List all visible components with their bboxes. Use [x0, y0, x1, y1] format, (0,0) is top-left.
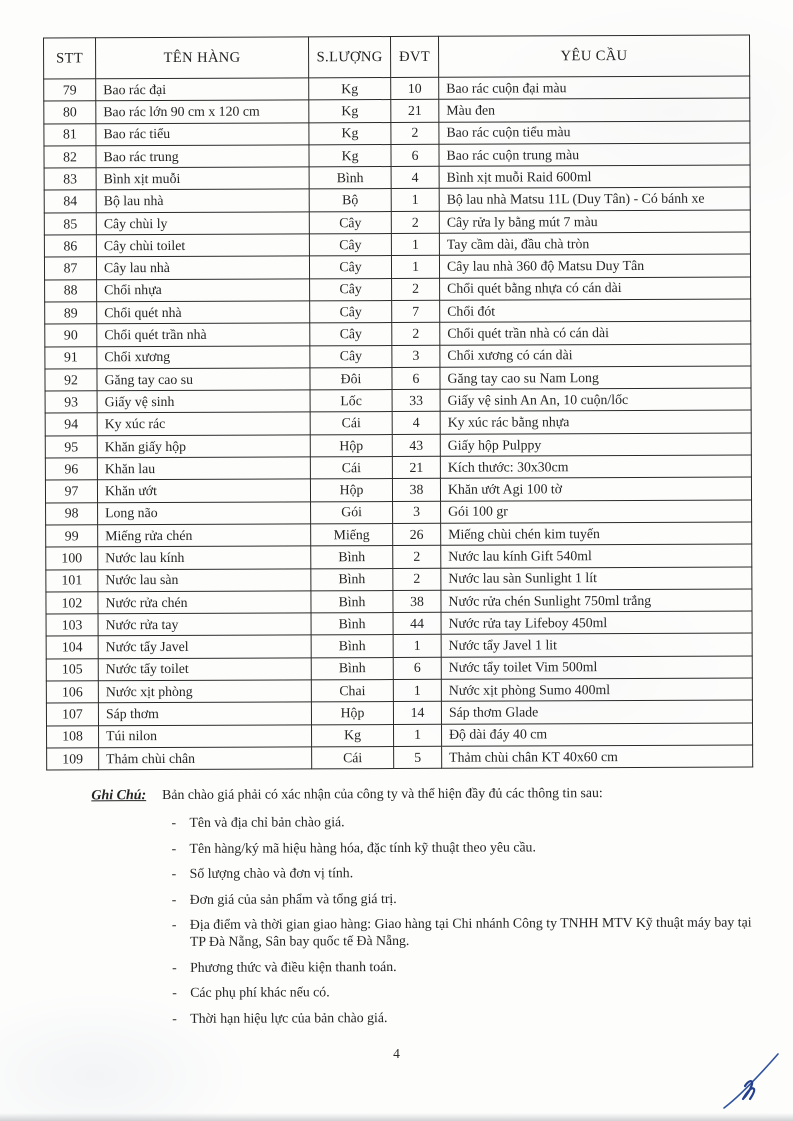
cell-dvt: 2	[392, 278, 440, 301]
cell-s-luong: Miếng	[311, 523, 393, 546]
notes-intro: Bản chào giá phải có xác nhận của công ty và thể hiện đầy đủ các thông tin sau:	[162, 785, 603, 803]
cell-dvt: 7	[392, 300, 440, 323]
table-row	[45, 477, 751, 502]
cell-stt: 93	[45, 391, 97, 414]
table-row	[45, 433, 751, 458]
cell-dvt: 2	[391, 211, 439, 234]
note-item	[172, 1007, 753, 1027]
cell-dvt: 1	[393, 635, 441, 658]
notes-list	[91, 812, 753, 1027]
table-row	[45, 277, 751, 302]
bullet-dash: -	[171, 815, 177, 831]
cell-ten-hang: Thảm chùi chân	[99, 747, 312, 770]
cell-yeu-cau: Ky xúc rác bằng nhựa	[440, 410, 751, 434]
cell-s-luong: Kg	[309, 78, 391, 101]
cell-ten-hang: Khăn ướt	[97, 479, 310, 502]
cell-yeu-cau: Bao rác cuộn tiểu màu	[439, 121, 750, 145]
cell-yeu-cau: Nước tẩy toilet Vim 500ml	[441, 656, 752, 680]
cell-ten-hang: Nước tẩy toilet	[98, 658, 311, 681]
cell-s-luong: Lốc	[310, 390, 392, 413]
cell-dvt: 21	[391, 100, 439, 123]
cell-yeu-cau: Tay cầm dài, đầu chà tròn	[439, 232, 750, 256]
cell-yeu-cau: Bao rác cuộn đại màu	[439, 76, 750, 100]
cell-ten-hang: Cây chùi ly	[96, 212, 309, 235]
cell-dvt: 6	[391, 144, 439, 167]
cell-stt: 109	[47, 748, 99, 771]
cell-s-luong: Cây	[310, 300, 392, 323]
cell-yeu-cau: Nước lau sàn Sunlight 1 lít	[441, 566, 752, 590]
note-text: Phương thức và điều kiện thanh toán.	[190, 958, 397, 975]
cell-stt: 80	[44, 101, 96, 124]
cell-dvt: 6	[393, 657, 441, 680]
cell-yeu-cau: Nước lau kính Gift 540ml	[441, 544, 752, 568]
bullet-dash: -	[172, 1010, 177, 1026]
header-row	[44, 35, 750, 79]
cell-s-luong: Chai	[311, 680, 393, 703]
cell-stt: 89	[45, 302, 97, 325]
cell-stt: 100	[46, 547, 98, 570]
cell-stt: 84	[44, 190, 96, 213]
table-row	[46, 566, 752, 591]
cell-ten-hang: Miếng rửa chén	[98, 524, 311, 547]
cell-ten-hang: Chổi nhựa	[97, 279, 310, 302]
cell-stt: 90	[45, 324, 97, 347]
cell-yeu-cau: Bộ lau nhà Matsu 11L (Duy Tân) - Có bánh xe	[439, 187, 750, 211]
cell-stt: 83	[44, 168, 96, 191]
note-text: Đơn giá của sản phẩm và tổng giá trị.	[189, 890, 397, 907]
cell-stt: 102	[46, 592, 98, 615]
table-row	[47, 723, 753, 748]
table-header	[44, 35, 750, 79]
cell-ten-hang: Chổi xương	[97, 345, 310, 368]
cell-s-luong: Kg	[309, 100, 391, 123]
cell-stt: 79	[44, 79, 96, 102]
cell-yeu-cau: Chổi đót	[440, 299, 751, 323]
table-row	[45, 455, 751, 480]
note-text: Thời hạn hiệu lực của bản chào giá.	[190, 1009, 388, 1026]
cell-stt: 104	[46, 636, 98, 659]
cell-s-luong: Bình	[311, 657, 393, 680]
note-text: Số lượng chào và đơn vị tính.	[189, 865, 354, 882]
cell-dvt: 26	[393, 523, 441, 546]
cell-dvt: 3	[392, 345, 440, 368]
table-row	[46, 700, 752, 725]
cell-stt: 97	[45, 480, 97, 503]
cell-yeu-cau: Màu đen	[439, 98, 750, 122]
table-row	[46, 611, 752, 636]
cell-ten-hang: Nước xịt phòng	[98, 680, 311, 703]
cell-stt: 88	[45, 279, 97, 302]
cell-ten-hang: Cây chùi toilet	[96, 234, 309, 257]
header-dvt: ĐVT	[391, 36, 439, 77]
cell-ten-hang: Nước rửa chén	[98, 591, 311, 614]
cell-ten-hang: Nước rửa tay	[98, 613, 311, 636]
cell-s-luong: Cây	[309, 256, 391, 279]
cell-yeu-cau: Bình xịt muỗi Raid 600ml	[439, 165, 750, 189]
cell-stt: 92	[45, 369, 97, 392]
cell-ten-hang: Chổi quét trần nhà	[97, 323, 310, 346]
cell-stt: 106	[46, 681, 98, 704]
cell-dvt: 1	[393, 679, 441, 702]
cell-s-luong: Cây	[309, 211, 391, 234]
table-row	[46, 589, 752, 614]
table-row	[45, 366, 751, 391]
cell-yeu-cau: Miếng chùi chén kim tuyến	[441, 522, 752, 546]
cell-stt: 85	[44, 213, 96, 236]
table-row	[46, 522, 752, 547]
cell-yeu-cau: Kích thước: 30x30cm	[440, 455, 751, 479]
cell-yeu-cau: Chổi quét bằng nhựa có cán dài	[440, 277, 751, 301]
table-row	[44, 143, 750, 168]
table-row	[45, 321, 751, 346]
table-row	[44, 232, 750, 257]
note-item	[171, 812, 752, 832]
cell-yeu-cau: Gói 100 gr	[441, 500, 752, 524]
cell-dvt: 38	[392, 479, 440, 502]
cell-dvt: 44	[393, 612, 441, 635]
cell-ten-hang: Bao rác lớn 90 cm x 120 cm	[96, 100, 309, 123]
cell-stt: 82	[44, 146, 96, 169]
supplies-table	[43, 34, 753, 770]
table-row	[44, 187, 750, 212]
bullet-dash: -	[171, 917, 177, 933]
cell-ten-hang: Long não	[98, 502, 311, 525]
cell-s-luong: Hộp	[310, 479, 392, 502]
cell-ten-hang: Bao rác đại	[96, 78, 309, 101]
cell-dvt: 21	[392, 456, 440, 479]
header-stt: STT	[44, 38, 96, 79]
cell-s-luong: Bộ	[309, 189, 391, 212]
note-text: Tên hàng/ký mã hiệu hàng hóa, đặc tính kỹ thuật theo yêu cầu.	[189, 839, 536, 856]
note-item	[172, 914, 753, 951]
cell-ten-hang: Khăn lau	[97, 457, 310, 480]
cell-stt: 108	[47, 725, 99, 748]
cell-dvt: 38	[393, 590, 441, 613]
cell-dvt: 5	[394, 746, 442, 769]
cell-dvt: 43	[392, 434, 440, 457]
supplies-table-body	[44, 76, 753, 770]
cell-s-luong: Hộp	[310, 434, 392, 457]
cell-s-luong: Cái	[310, 412, 392, 435]
cell-dvt: 4	[391, 167, 439, 190]
header-yeu-cau: YÊU CẦU	[439, 35, 750, 77]
header-ten-hang: TÊN HÀNG	[96, 37, 309, 79]
cell-stt: 105	[46, 659, 98, 682]
bullet-dash: -	[171, 866, 177, 882]
note-text: Tên và địa chỉ bản chào giá.	[189, 814, 345, 831]
cell-dvt: 1	[394, 724, 442, 747]
cell-yeu-cau: Thảm chùi chân KT 40x60 cm	[442, 745, 753, 769]
cell-dvt: 1	[391, 233, 439, 256]
table-row	[45, 410, 751, 435]
cell-s-luong: Kg	[309, 122, 391, 145]
bullet-dash: -	[172, 959, 177, 975]
note-text: Các phụ phí khác nếu có.	[190, 984, 330, 1001]
note-item	[172, 837, 753, 857]
header-s-luong: S.LƯỢNG	[309, 37, 391, 78]
cell-s-luong: Cái	[310, 457, 392, 480]
cell-s-luong: Kg	[312, 724, 394, 747]
cell-s-luong: Bình	[311, 613, 393, 636]
cell-stt: 86	[44, 235, 96, 258]
cell-s-luong: Gói	[311, 501, 393, 524]
cell-ten-hang: Nước lau sàn	[98, 568, 311, 591]
table-row	[46, 678, 752, 703]
cell-dvt: 33	[392, 389, 440, 412]
table-row	[46, 500, 752, 525]
document-page	[43, 34, 753, 1035]
cell-dvt: 2	[393, 546, 441, 569]
cell-ten-hang: Găng tay cao su	[97, 368, 310, 391]
cell-dvt: 14	[393, 702, 441, 725]
table-row	[44, 165, 750, 190]
cell-ten-hang: Nước lau kính	[98, 546, 311, 569]
cell-yeu-cau: Chổi quét trần nhà có cán dài	[440, 321, 751, 345]
cell-ten-hang: Bình xịt muỗi	[96, 167, 309, 190]
cell-dvt: 1	[391, 189, 439, 212]
table-row	[46, 656, 752, 681]
notes-section	[46, 785, 753, 1028]
cell-ten-hang: Sáp thơm	[98, 702, 311, 725]
cell-yeu-cau: Sáp thơm Glade	[441, 700, 752, 724]
cell-yeu-cau: Chổi xương có cán dài	[440, 344, 751, 368]
cell-yeu-cau: Giấy vệ sinh An An, 10 cuộn/lốc	[440, 388, 751, 412]
bullet-dash: -	[172, 985, 177, 1001]
cell-yeu-cau: Cây rửa ly bằng mút 7 màu	[439, 210, 750, 234]
cell-dvt: 10	[391, 77, 439, 100]
notes-heading: Ghi Chú:	[91, 788, 147, 804]
cell-s-luong: Bình	[311, 546, 393, 569]
cell-ten-hang: Ky xúc rác	[97, 412, 310, 435]
table-row	[45, 344, 751, 369]
cell-dvt: 2	[393, 568, 441, 591]
note-text: Địa điểm và thời gian giao hàng: Giao hàng tại Chi nhánh Công ty TNHH MTV Kỹ thuật máy bay tại TP Đà Nẵng, Sân bay quốc tế Đà Nẵng.	[189, 914, 752, 950]
table-row	[44, 121, 750, 146]
cell-dvt: 4	[392, 412, 440, 435]
cell-s-luong: Cây	[309, 234, 391, 257]
table-row	[44, 210, 750, 235]
table-row	[45, 299, 751, 324]
cell-stt: 87	[44, 257, 96, 280]
cell-dvt: 6	[392, 367, 440, 390]
table-row	[44, 254, 750, 279]
cell-ten-hang: Cây lau nhà	[96, 256, 309, 279]
cell-stt: 96	[45, 458, 97, 481]
cell-s-luong: Bình	[309, 167, 391, 190]
cell-s-luong: Cây	[310, 345, 392, 368]
cell-dvt: 2	[391, 122, 439, 145]
table-row	[45, 388, 751, 413]
cell-ten-hang: Túi nilon	[99, 724, 312, 747]
bullet-dash: -	[171, 891, 177, 907]
signature-mark	[712, 1046, 792, 1116]
cell-yeu-cau: Nước rửa tay Lifeboy 450ml	[441, 611, 752, 635]
bullet-dash: -	[171, 840, 177, 856]
cell-dvt: 2	[392, 323, 440, 346]
table-row	[44, 98, 750, 123]
cell-dvt: 1	[391, 256, 439, 279]
cell-ten-hang: Bộ lau nhà	[96, 189, 309, 212]
cell-s-luong: Hộp	[311, 702, 393, 725]
cell-ten-hang: Nước tẩy Javel	[98, 635, 311, 658]
note-item	[172, 982, 753, 1002]
cell-s-luong: Kg	[309, 144, 391, 167]
cell-yeu-cau: Găng tay cao su Nam Long	[440, 366, 751, 390]
cell-yeu-cau: Cây lau nhà 360 độ Matsu Duy Tân	[439, 254, 750, 278]
notes-head	[91, 785, 752, 805]
cell-s-luong: Cây	[310, 278, 392, 301]
cell-yeu-cau: Nước tẩy Javel 1 lit	[441, 633, 752, 657]
cell-stt: 98	[46, 502, 98, 525]
cell-yeu-cau: Bao rác cuộn trung màu	[439, 143, 750, 167]
cell-ten-hang: Chổi quét nhà	[97, 301, 310, 324]
cell-stt: 94	[45, 413, 97, 436]
cell-s-luong: Cái	[312, 746, 394, 769]
cell-yeu-cau: Độ dài đáy 40 cm	[442, 723, 753, 747]
cell-dvt: 3	[393, 501, 441, 524]
scan-edge-shadow	[0, 1113, 793, 1121]
cell-ten-hang: Giấy vệ sinh	[97, 390, 310, 413]
cell-stt: 95	[45, 436, 97, 459]
cell-s-luong: Bình	[311, 635, 393, 658]
table-row	[46, 544, 752, 569]
cell-yeu-cau: Giấy hộp Pulppy	[440, 433, 751, 457]
cell-stt: 103	[46, 614, 98, 637]
cell-stt: 99	[46, 525, 98, 548]
note-item	[172, 956, 753, 976]
cell-s-luong: Bình	[311, 568, 393, 591]
cell-s-luong: Đôi	[310, 367, 392, 390]
cell-stt: 101	[46, 569, 98, 592]
cell-ten-hang: Khăn giấy hộp	[97, 435, 310, 458]
cell-ten-hang: Bao rác trung	[96, 145, 309, 168]
note-item	[172, 863, 753, 883]
cell-s-luong: Bình	[311, 590, 393, 613]
cell-stt: 91	[45, 346, 97, 369]
cell-yeu-cau: Khăn ướt Agi 100 tờ	[440, 477, 751, 501]
table-row	[44, 76, 750, 101]
page-number: 4	[393, 1046, 400, 1061]
note-item	[172, 888, 753, 908]
cell-s-luong: Cây	[310, 323, 392, 346]
table-row	[46, 633, 752, 658]
table-row	[47, 745, 753, 770]
cell-ten-hang: Bao rác tiểu	[96, 122, 309, 145]
cell-yeu-cau: Nước xịt phòng Sumo 400ml	[441, 678, 752, 702]
cell-stt: 81	[44, 123, 96, 146]
cell-stt: 107	[46, 703, 98, 726]
cell-yeu-cau: Nước rửa chén Sunlight 750ml trắng	[441, 589, 752, 613]
